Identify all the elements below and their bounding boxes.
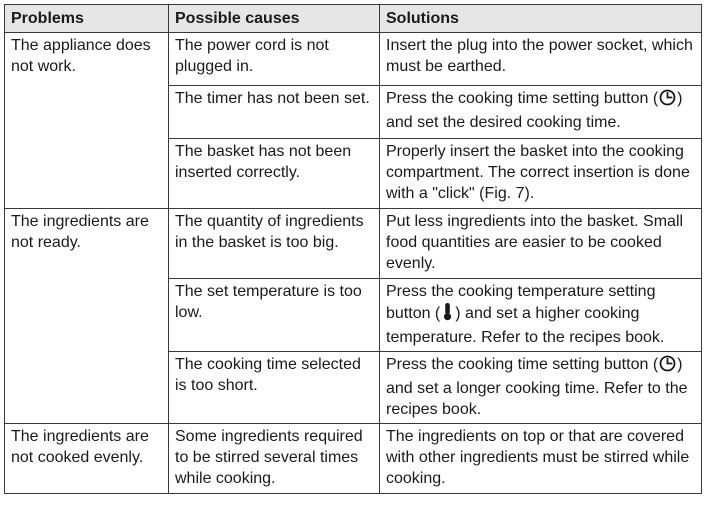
solution-cell: Put less ingredients into the basket. Small food quantities are easier to be cooked evenly. — [380, 209, 702, 279]
cause-cell: The power cord is not plugged in. — [169, 33, 380, 86]
solution-text: Press the cooking time setting button ( — [386, 356, 659, 373]
table-row — [5, 33, 702, 86]
cause-cell: Some ingredients required to be stirred several times while cooking. — [169, 424, 380, 494]
header-solutions: Solutions — [380, 5, 702, 33]
thermometer-icon — [441, 302, 454, 327]
solution-cell — [380, 352, 702, 424]
clock-icon — [659, 89, 676, 112]
problem-cell: The ingredients are not ready. — [5, 209, 169, 424]
solution-text: Press the cooking time setting button ( — [386, 90, 659, 107]
solution-cell: The ingredients on top or that are covered with other ingredients must be stirred while cooking. — [380, 424, 702, 494]
cause-cell: The timer has not been set. — [169, 86, 380, 139]
header-problems: Problems — [5, 5, 169, 33]
solution-text: ) and set a higher cooking temperature. Refer to the recipes book. — [386, 305, 665, 346]
cause-cell: The basket has not been inserted correctly. — [169, 139, 380, 209]
clock-icon — [659, 355, 676, 378]
header-row — [5, 5, 702, 33]
table-row — [5, 209, 702, 279]
cause-cell: The set temperature is too low. — [169, 279, 380, 352]
cause-cell: The quantity of ingredients in the basket is too big. — [169, 209, 380, 279]
header-possible-causes: Possible causes — [169, 5, 380, 33]
cause-cell: The cooking time selected is too short. — [169, 352, 380, 424]
solution-text: ) and set the desired cooking time. — [386, 90, 683, 131]
solution-text: ) and set a longer cooking time. Refer to the recipes book. — [386, 356, 688, 418]
solution-cell: Properly insert the basket into the cooking compartment. The correct insertion is done with a "click" (Fig. 7). — [380, 139, 702, 209]
troubleshooting-table — [4, 4, 702, 494]
solution-text: Press the cooking temperature setting button ( — [386, 283, 656, 322]
solution-cell — [380, 86, 702, 139]
solution-cell — [380, 279, 702, 352]
solution-cell: Insert the plug into the power socket, which must be earthed. — [380, 33, 702, 86]
table-row — [5, 424, 702, 494]
problem-cell: The appliance does not work. — [5, 33, 169, 209]
problem-cell: The ingredients are not cooked evenly. — [5, 424, 169, 494]
